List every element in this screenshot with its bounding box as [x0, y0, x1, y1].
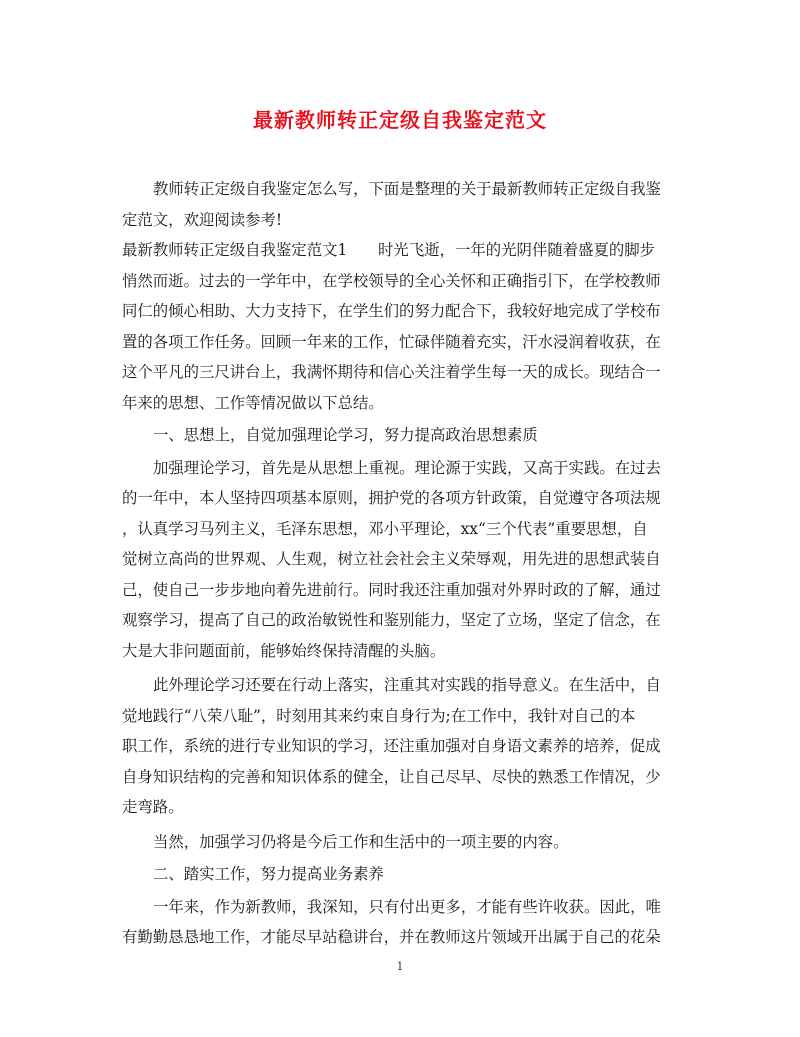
- paragraph-line: 大是大非问题面前，能够始终保持清醒的头脑。: [122, 641, 446, 660]
- paragraph-line: 的一年中，本人坚持四项基本原则，拥护党的各项方针政策，自觉遵守各项法规: [122, 489, 661, 507]
- section-heading: 一、思想上，自觉加强理论学习，努力提高政治思想素质: [153, 426, 538, 444]
- paragraph-line: 观察学习，提高了自己的政治敏锐性和鉴别能力，坚定了立场，坚定了信念，在: [122, 611, 661, 629]
- paragraph-line: 年来的思想、工作等情况做以下总结。: [122, 393, 384, 412]
- paragraph-line: 觉树立高尚的世界观、人生观，树立社会社会主义荣辱观，用先进的思想武装自: [122, 550, 661, 568]
- paragraph-line: 同仁的倾心相助、大力支持下，在学生们的努力配合下，我较好地完成了学校布: [122, 302, 661, 320]
- paragraph-line: 置的各项工作任务。回顾一年来的工作，忙碌伴随着充实，汗水浸润着收获，在: [122, 332, 661, 351]
- section-heading: 二、踏实工作，努力提高业务素养: [153, 865, 384, 883]
- paragraph-line: 当然，加强学习仍将是今后工作和生活中的一项主要的内容。: [153, 832, 569, 851]
- paragraph-line: 加强理论学习，首先是从思想上重视。理论源于实践，又高于实践。在过去: [153, 458, 661, 477]
- paragraph-line: 一年来，作为新教师，我深知，只有付出更多，才能有些许收获。因此，唯: [153, 897, 661, 916]
- paragraph-line: 觉地践行“八荣八耻”，时刻用其来约束自身行为;在工作中，我针对自己的本: [122, 706, 636, 725]
- paragraph-line: 这个平凡的三尺讲台上，我满怀期待和信心关注着学生每一天的成长。现结合一: [122, 363, 661, 381]
- paragraph-line: 职工作，系统的进行专业知识的学习，还注重加强对自身语文素养的培养，促成: [122, 737, 661, 755]
- page-number: 1: [396, 960, 404, 973]
- paragraph-line: 己，使自己一步步地向着先进前行。同时我还注重加强对外界时政的了解，通过: [122, 580, 661, 599]
- paragraph-line: 有勤勤恳恳地工作，才能尽早站稳讲台，并在教师这片领域开出属于自己的花朵: [122, 928, 661, 946]
- paragraph-line: 自身知识结构的完善和知识体系的健全，让自己尽早、尽快的熟悉工作情况，少: [122, 767, 661, 786]
- document-body: [122, 174, 678, 953]
- paragraph-line: 定范文，欢迎阅读参考!: [122, 210, 283, 229]
- paragraph-line: 悄然而逝。过去的一学年中，在学校领导的全心关怀和正确指引下，在学校教师: [122, 271, 661, 290]
- paragraph-line: 最新教师转正定级自我鉴定范文1 时光飞逝，一年的光阴伴随着盛夏的脚步: [122, 241, 656, 259]
- paragraph-line: 教师转正定级自我鉴定怎么写，下面是整理的关于最新教师转正定级自我鉴: [153, 180, 661, 198]
- paragraph-line: ，认真学习马列主义，毛泽东思想，邓小平理论，xx“三个代表”重要思想，自: [122, 519, 648, 538]
- document-title: 最新教师转正定级自我鉴定范文: [253, 108, 547, 132]
- paragraph-line: 走弯路。: [122, 798, 184, 816]
- paragraph-line: 此外理论学习还要在行动上落实，注重其对实践的指导意义。在生活中，自: [153, 676, 661, 694]
